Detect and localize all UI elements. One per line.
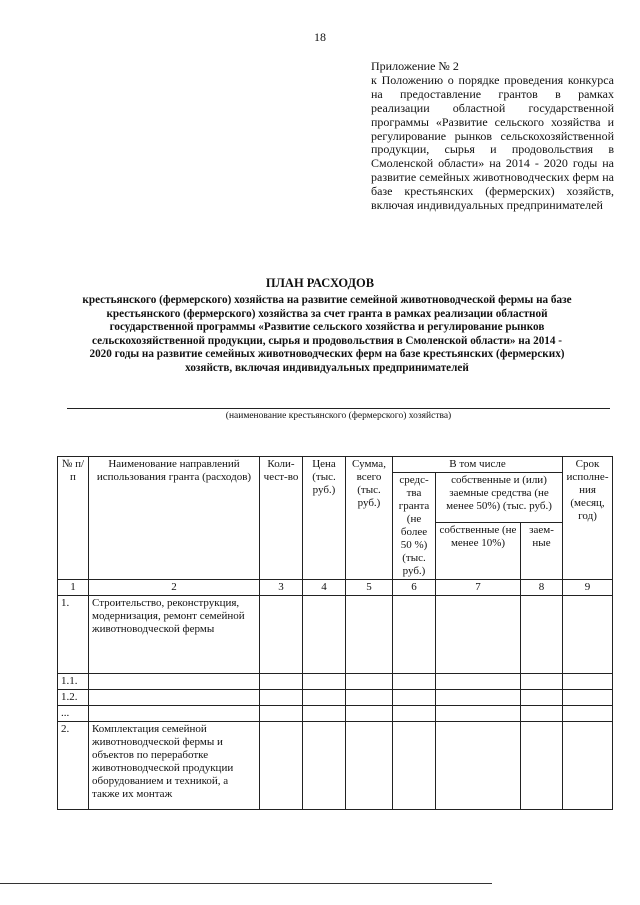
appendix-block xyxy=(371,60,614,213)
header-borrowed: заем-ные xyxy=(521,523,563,580)
header-sum: Сумма, всего (тыс. руб.) xyxy=(346,457,393,580)
header-price: Цена (тыс. руб.) xyxy=(303,457,346,580)
row-number: 2. xyxy=(58,722,89,810)
farm-name-caption: (наименование крестьянского (фермерского) хозяйства) xyxy=(225,411,452,421)
table-row xyxy=(58,706,613,722)
column-number: 3 xyxy=(260,580,303,596)
header-own-borrowed: собственные и (или) заемные средства (не менее 50%) (тыс. руб.) xyxy=(436,473,563,523)
table-row xyxy=(58,596,613,674)
table-row xyxy=(58,674,613,690)
header-deadline: Срок исполне-ния (месяц, год) xyxy=(563,457,613,580)
row-name xyxy=(89,706,260,722)
row-name: Строительство, реконструкция, модернизация, ремонт семейной животноводческой фермы xyxy=(89,596,260,674)
plan-title: ПЛАН РАСХОДОВ xyxy=(265,276,375,290)
column-number: 7 xyxy=(436,580,521,596)
header-grant-funds: средс-тва гранта (не более 50 %) (тыс. руб.) xyxy=(393,473,436,580)
column-number: 2 xyxy=(89,580,260,596)
row-number: ... xyxy=(58,706,89,722)
header-quantity: Коли-чест-во xyxy=(260,457,303,580)
table-row xyxy=(58,690,613,706)
row-name xyxy=(89,674,260,690)
row-number: 1.1. xyxy=(58,674,89,690)
column-number: 1 xyxy=(58,580,89,596)
expense-plan-table xyxy=(57,456,613,810)
header-including: В том числе xyxy=(393,457,563,473)
appendix-title: Приложение № 2 xyxy=(371,59,459,73)
header-own: собственные (не менее 10%) xyxy=(436,523,521,580)
column-number: 8 xyxy=(521,580,563,596)
farm-name-line xyxy=(67,408,610,409)
footer-line xyxy=(0,883,492,884)
plan-subtitle: крестьянского (фермерского) хозяйства на развитие семейной животноводческой фермы на базе крестьянского (фермерского) хозяйства за счет гранта в рамках реализации областной государственной программы «Развитие сельского хозяйства и регулирование рынков сельскохозяйственной продукции, сырья и продовольствия в Смоленской области» на 2014 - 2020 годы на развитие семейных животноводческих ферм на базе крестьянских (фермерских) хозяйств, включая индивидуальных предпринимателей xyxy=(82,294,572,374)
column-number: 6 xyxy=(393,580,436,596)
appendix-text: к Положению о порядке проведения конкурса на предоставление грантов в рамках реализации областной государственной программы «Развитие сельского хозяйства и регулирование рынков сельскохозяйственной продукции, сырья и продовольствия в Смоленской области» на 2014 - 2020 годы на развитие семейных животноводческих ферм на базе крестьянских (фермерских) хозяйств, включая индивидуальных предпринимателей xyxy=(371,72,614,213)
table-row xyxy=(58,722,613,810)
row-number: 1.2. xyxy=(58,690,89,706)
column-number: 5 xyxy=(346,580,393,596)
table-header-row xyxy=(58,457,613,473)
row-name xyxy=(89,690,260,706)
row-number: 1. xyxy=(58,596,89,674)
column-number: 9 xyxy=(563,580,613,596)
column-number: 4 xyxy=(303,580,346,596)
page-number: 18 xyxy=(314,30,326,44)
header-direction: Наименование направлений использования гранта (расходов) xyxy=(89,457,260,580)
header-no: № п/п xyxy=(58,457,89,580)
column-number-row xyxy=(58,580,613,596)
row-name: Комплектация семейной животноводческой фермы и объектов по переработке животноводческой продукции оборудованием и техникой, а также их монтаж xyxy=(89,722,260,810)
